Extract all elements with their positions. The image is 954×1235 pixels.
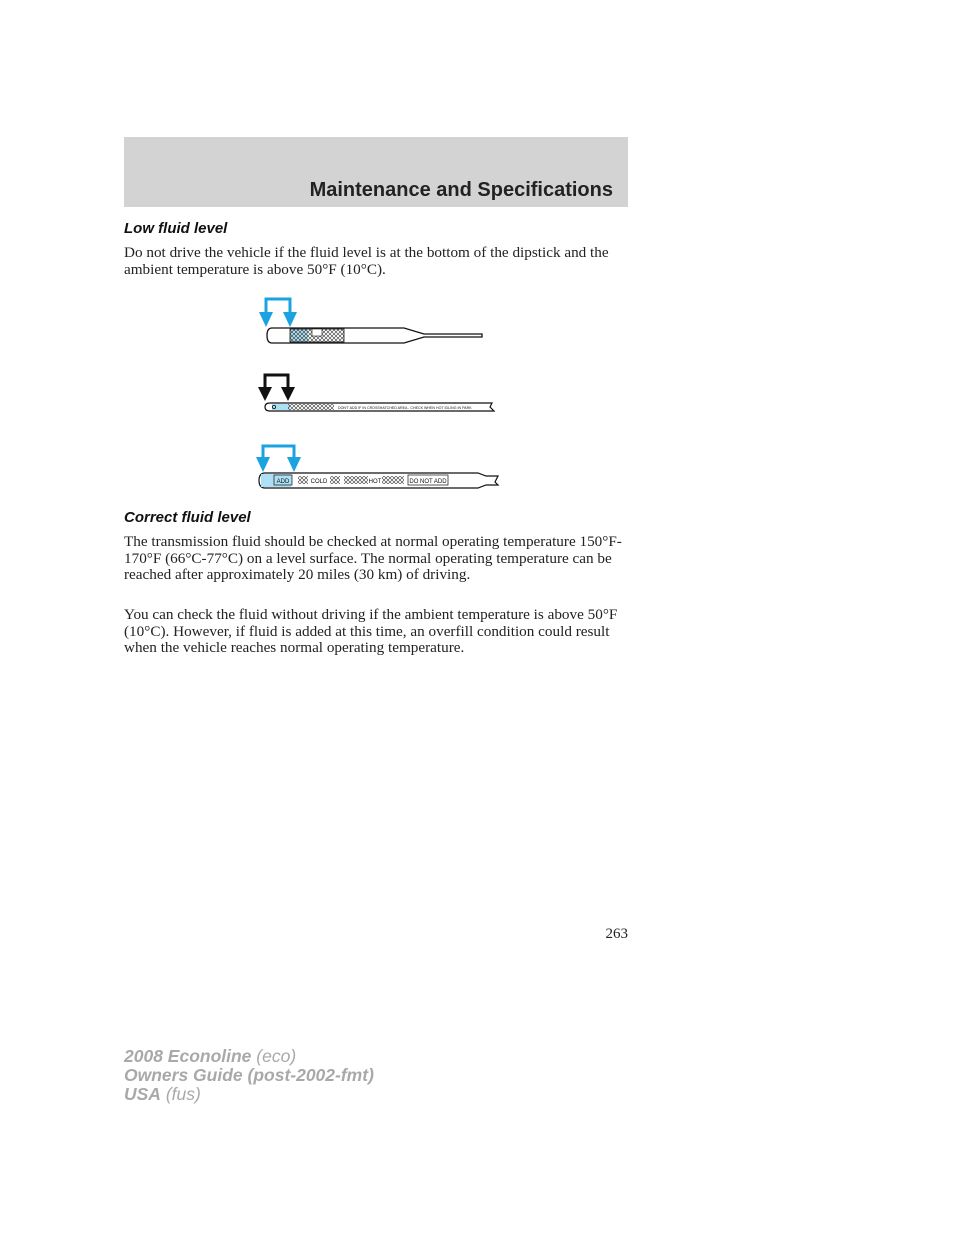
low-fluid-text: Do not drive the vehicle if the fluid level is at the bottom of the dipstick and the ambient temperature is above 50°F (10°C). [124,244,609,278]
dipstick-hot-label: HOT [368,479,382,485]
dipstick-2 [258,375,494,411]
dipstick-3 [256,446,498,488]
arrow-bracket-black [258,375,295,401]
dipstick-2-caption: DON'T ADD IF IN CROSSHATCHED AREA - CHECK WHEN HOT IDLING IN PARK [338,406,472,410]
correct-fluid-heading: Correct fluid level [124,509,251,526]
footer [124,1047,374,1104]
footer-market: USA [124,1084,161,1104]
section-header-band [124,137,628,207]
footer-model-code: (eco) [251,1046,297,1066]
dipstick-1 [259,299,482,343]
dipstick-add-label: ADD [276,479,290,485]
dipstick-illustration [254,294,504,494]
low-fluid-heading: Low fluid level [124,220,228,237]
arrow-bracket-blue-1 [259,299,297,327]
correct-fluid-paragraph-1: The transmission fluid should be checked at normal operating temperature 150°F-170°F (66°C-77°C) on a level surface. The normal operating temperature can be reached after approximately 20 miles (30 km) of driving. [124,533,622,583]
footer-guide: Owners Guide (post-2002-fmt) [124,1065,374,1085]
correct-fluid-paragraph-2: You can check the fluid without driving if the ambient temperature is above 50°F (10°C). However, if fluid is added at this time, an overfill condition could result when the vehicle reaches normal operating temperature. [124,606,618,656]
arrow-bracket-blue-2 [256,446,301,472]
dipstick-do-not-add-label: DO NOT ADD [409,479,447,485]
dipstick-cold-label: COLD [310,479,328,485]
page-number: 263 [605,926,628,942]
section-title: Maintenance and Specifications [309,179,613,201]
footer-market-code: (fus) [160,1084,201,1104]
footer-model: 2008 Econoline [124,1046,252,1066]
